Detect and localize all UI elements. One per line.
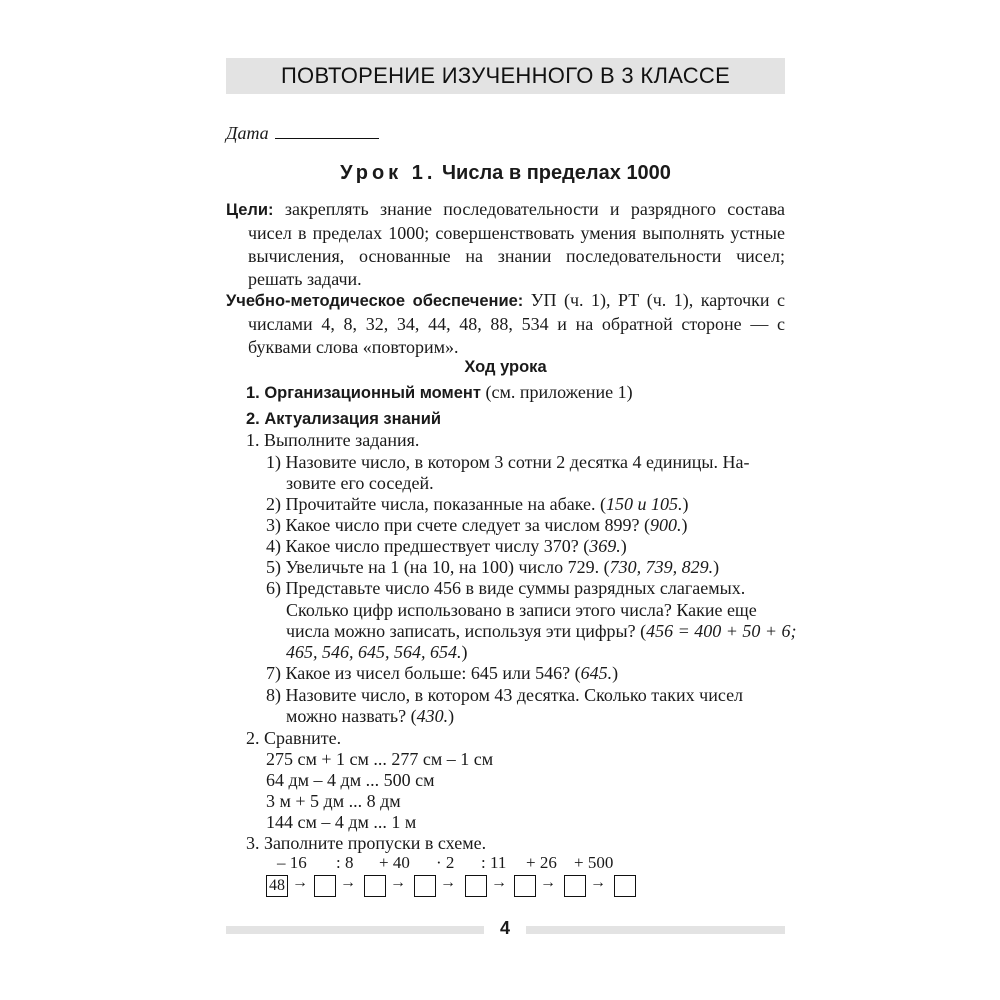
question-6-text: числа можно записать, используя эти цифры? ( bbox=[286, 621, 647, 641]
question-6-answer-2: 465, 546, 645, 564, 654. bbox=[286, 642, 462, 662]
scheme-op: : 11 bbox=[481, 853, 507, 872]
page-number: 4 bbox=[499, 918, 510, 938]
question-6-line-3 bbox=[286, 621, 797, 642]
question-6-line-4: 465, 546, 645, 564, 654.) bbox=[286, 642, 468, 662]
question-7-answer: 645. bbox=[580, 663, 613, 683]
question-1-line-2: зовите его соседей. bbox=[286, 473, 434, 493]
question-3-answer: 900. bbox=[650, 515, 682, 535]
question-8-answer: 430. bbox=[416, 706, 449, 726]
scheme-blank-box[interactable] bbox=[364, 875, 386, 897]
question-8-line-1: 8) Назовите число, в котором 43 десятка. Сколько таких чисел bbox=[266, 685, 744, 705]
scheme-op: – 16 bbox=[277, 853, 307, 872]
scheme-op: : 8 bbox=[336, 853, 354, 872]
date-blank-line bbox=[275, 122, 379, 139]
scheme-arrow: → bbox=[590, 874, 606, 891]
question-8-line-2: можно назвать? (430.) bbox=[286, 706, 455, 726]
lesson-title bbox=[226, 162, 785, 185]
question-6-line-1: 6) Представьте число 456 в виде суммы разрядных слагаемых. bbox=[266, 578, 746, 598]
lesson-name: Числа в пределах 1000 bbox=[441, 162, 671, 184]
question-5: 5) Увеличьте на 1 (на 10, на 100) число 729. (730, 739, 829.) bbox=[266, 557, 720, 577]
compare-2: 64 дм – 4 дм ... 500 см bbox=[266, 770, 435, 790]
scheme-arrow: → bbox=[292, 874, 308, 891]
scheme-arrow: → bbox=[440, 874, 456, 891]
scheme-arrow: → bbox=[491, 874, 507, 891]
compare-3: 3 м + 5 дм ... 8 дм bbox=[266, 791, 401, 811]
question-2-answer: 150 и 105. bbox=[606, 494, 683, 514]
question-1-line-1: 1) Назовите число, в котором 3 сотни 2 десятка 4 единицы. На- bbox=[266, 452, 750, 472]
scheme-blank-box[interactable] bbox=[465, 875, 487, 897]
question-7-text: 7) Какое из чисел больше: 645 или 546? ( bbox=[266, 663, 581, 683]
task-1-heading: 1. Выполните задания. bbox=[246, 430, 420, 450]
scheme-blank-box[interactable] bbox=[614, 875, 636, 897]
question-4-text: 4) Какое число предшествует числу 370? ( bbox=[266, 536, 590, 556]
task-3-heading: 3. Заполните пропуски в схеме. bbox=[246, 833, 487, 853]
question-6-answer-1: 456 = 400 + 50 + 6; bbox=[646, 621, 797, 641]
goals-text: закреплять знание последовательности и разрядного состава чисел в пределах 1000; совершенствовать умения выполнять устные вычисления, основанные на знании последовательности чисел; решать задачи. bbox=[248, 199, 785, 289]
question-4: 4) Какое число предшествует числу 370? (369.) bbox=[266, 536, 627, 556]
lesson-prefix: Урок 1. bbox=[340, 162, 437, 184]
section-1-note: (см. приложение 1) bbox=[485, 382, 633, 402]
date-field bbox=[226, 122, 379, 144]
scheme-op: + 26 bbox=[526, 853, 557, 872]
scheme-blank-box[interactable] bbox=[514, 875, 536, 897]
scheme-blank-box[interactable] bbox=[314, 875, 336, 897]
section-1-title: 1. Организационный момент bbox=[246, 384, 481, 402]
scheme-op: · 2 bbox=[436, 853, 455, 872]
question-2-text: 2) Прочитайте числа, показанные на абаке. ( bbox=[266, 494, 607, 514]
question-5-answer: 730, 739, 829. bbox=[609, 557, 714, 577]
question-3: 3) Какое число при счете следует за числом 899? (900.) bbox=[266, 515, 688, 535]
materials-label: Учебно-методическое обеспечение: bbox=[226, 292, 524, 310]
course-heading: Ход урока bbox=[464, 358, 547, 376]
goals-label: Цели: bbox=[226, 201, 274, 219]
question-6-line-2: Сколько цифр использовано в записи этого числа? Какие еще bbox=[286, 600, 757, 620]
question-3-text: 3) Какое число при счете следует за числом 899? ( bbox=[266, 515, 651, 535]
compare-1: 275 см + 1 см ... 277 см – 1 см bbox=[266, 749, 494, 769]
footer-bar-left bbox=[226, 926, 484, 934]
materials-text: УП (ч. 1), РТ (ч. 1), карточки с числами 4, 8, 32, 34, 44, 48, 88, 534 и на обратной стороне — с буквами слова «повторим». bbox=[248, 290, 786, 357]
footer-bar-right bbox=[526, 926, 785, 934]
chapter-banner bbox=[226, 58, 785, 94]
question-2: 2) Прочитайте числа, показанные на абаке. (150 и 105.) bbox=[266, 494, 689, 514]
scheme-arrow: → bbox=[540, 874, 556, 891]
section-2-title: 2. Актуализация знаний bbox=[246, 410, 442, 428]
section-1 bbox=[246, 382, 633, 403]
scheme-op: + 40 bbox=[379, 853, 410, 872]
scheme-blank-box[interactable] bbox=[564, 875, 586, 897]
scheme-arrow: → bbox=[390, 874, 406, 891]
compare-4: 144 см – 4 дм ... 1 м bbox=[266, 812, 417, 832]
question-5-text: 5) Увеличьте на 1 (на 10, на 100) число 729. ( bbox=[266, 557, 610, 577]
task-2-heading: 2. Сравните. bbox=[246, 728, 342, 748]
question-7: 7) Какое из чисел больше: 645 или 546? (645.) bbox=[266, 663, 619, 683]
scheme-start-box: 48 bbox=[266, 875, 288, 897]
materials-paragraph bbox=[226, 289, 785, 359]
question-8-text: можно назвать? ( bbox=[286, 706, 417, 726]
date-label: Дата bbox=[226, 123, 269, 143]
scheme-blank-box[interactable] bbox=[414, 875, 436, 897]
scheme-arrow: → bbox=[340, 874, 356, 891]
question-4-answer: 369. bbox=[589, 536, 621, 556]
chapter-title: ПОВТОРЕНИЕ ИЗУЧЕННОГО В 3 КЛАССЕ bbox=[280, 63, 731, 88]
goals-paragraph bbox=[226, 198, 785, 291]
scheme-op: + 500 bbox=[574, 853, 614, 872]
